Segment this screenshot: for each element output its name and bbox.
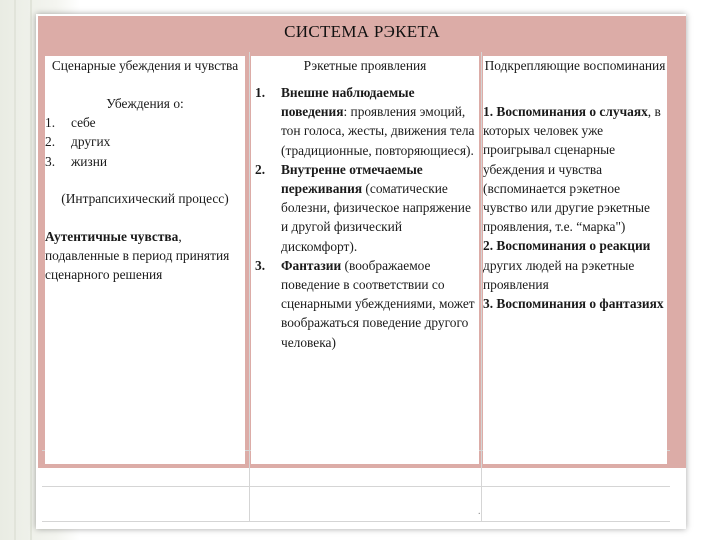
item-bold: 3. Воспоминания о фантазиях: [483, 296, 664, 312]
racket-item: [251, 256, 479, 352]
process-note: (Интрапсихический процесс): [61, 190, 229, 206]
column-racket-displays: [251, 56, 479, 464]
item-text: других людей на рэкетные проявления: [483, 257, 635, 292]
belief-number: 2.: [45, 134, 56, 150]
decor-stripe: [30, 0, 32, 540]
item-text: (воображаемое поведение в соответствии со сценарными убеждениями, может воображаться поведение другого человека): [281, 257, 475, 350]
racket-displays-list: [251, 83, 479, 352]
authentic-feelings-bold: Аутентичные чувства: [45, 229, 179, 245]
item-number: 1.: [255, 85, 266, 100]
column-reinforcing-memories: [483, 56, 667, 464]
memory-item: [483, 236, 667, 294]
column-script-beliefs: [45, 56, 245, 464]
item-bold: Внутренне отмечаемые переживания: [281, 161, 423, 197]
beliefs-intro: Убеждения о:: [106, 96, 184, 111]
column-header: Подкрепляющие воспоминания: [484, 58, 666, 73]
item-bold: 1. Воспоминания о случаях: [483, 104, 648, 119]
memory-item: [483, 102, 667, 236]
page-title: СИСТЕМА РЭКЕТА: [284, 22, 440, 41]
item-bold: Внешне наблюдаемые поведения: [281, 85, 415, 120]
footer-mark: .: [478, 506, 481, 517]
authentic-feelings: [45, 227, 245, 285]
beliefs-list: [45, 113, 245, 171]
item-text: : проявления эмоций, тон голоса, жесты, движения тела (традиционные, повторяющиеся).: [281, 104, 475, 158]
item-bold: 2. Воспоминания о реакции: [483, 238, 651, 254]
item-text: , в которых человек уже проигрывал сценарные убеждения и чувства (вспоминается рэкетное чувство или другие рэкетные проявления, т.е. “марка"): [483, 104, 661, 235]
column-header: Рэкетные проявления: [303, 58, 427, 73]
authentic-feelings-rest: , подавленные в период принятия сценарного решения: [45, 229, 230, 283]
item-bold: Фантазии: [281, 257, 342, 273]
belief-text: других: [71, 134, 111, 150]
item-number: 3.: [255, 257, 266, 273]
decor-stripe: [14, 0, 16, 540]
belief-item: [45, 152, 245, 171]
racket-item: [251, 83, 479, 160]
belief-item: [45, 132, 245, 151]
memories-list: [483, 102, 667, 313]
belief-number: 3.: [45, 153, 56, 169]
belief-item: [45, 113, 245, 132]
racket-item: [251, 160, 479, 256]
item-text: (соматические болезни, физическое напряжение и другой физический дискомфорт).: [281, 181, 471, 254]
column-header: Сценарные убеждения и чувства: [51, 58, 239, 73]
belief-text: жизни: [71, 153, 108, 169]
belief-number: 1.: [45, 115, 56, 131]
belief-text: себе: [71, 115, 96, 131]
item-number: 2.: [255, 161, 266, 177]
memory-item: [483, 294, 667, 313]
